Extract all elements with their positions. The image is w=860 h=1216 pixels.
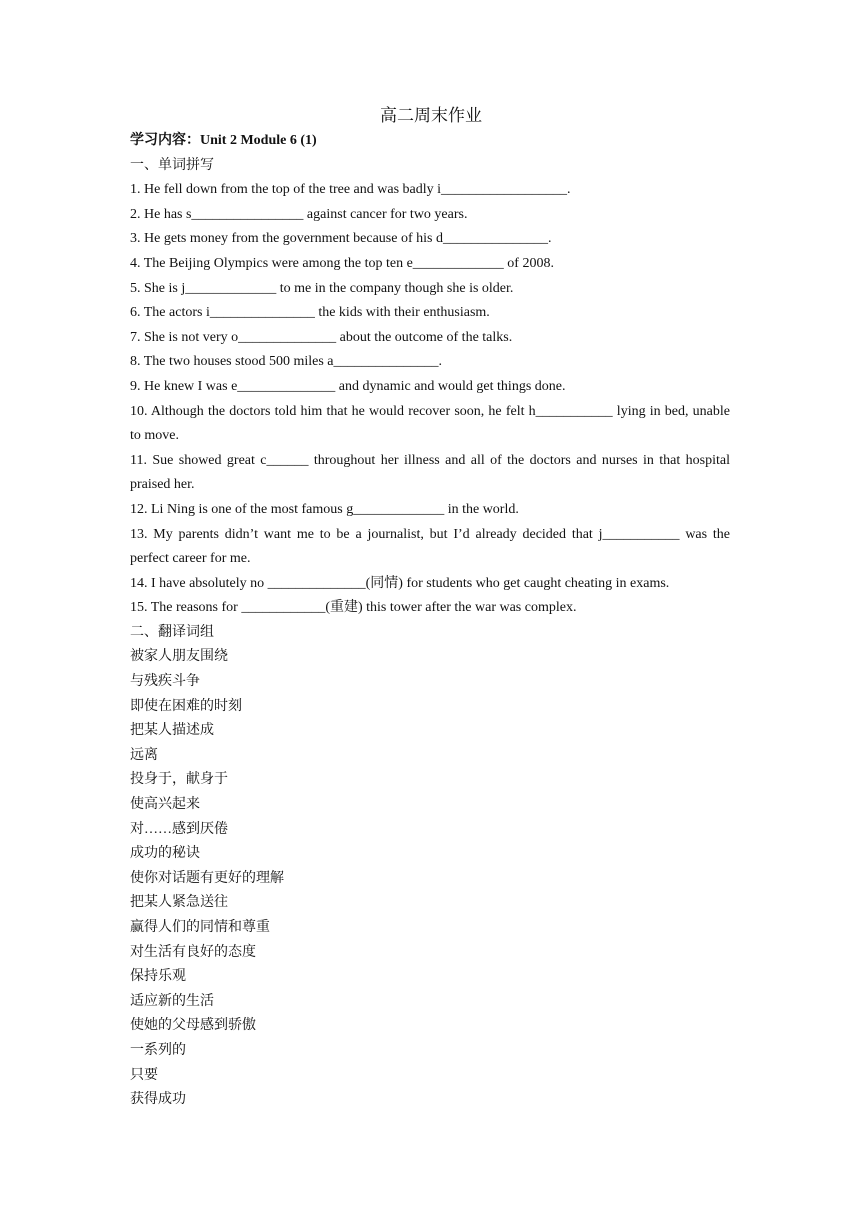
phrase-item-12: 赢得人们的同情和尊重 bbox=[130, 920, 270, 935]
study-content-line: 学习内容：Unit 2 Module 6 (1) bbox=[130, 133, 317, 148]
exercise-item-3: 3. He gets money from the government because of his d_______________. bbox=[130, 231, 552, 247]
exercise-item-8: 8. The two houses stood 500 miles a_______________. bbox=[130, 354, 443, 370]
phrase-item-9: 成功的秘诀 bbox=[130, 846, 200, 862]
phrase-item-2: 与残疾斗争 bbox=[130, 674, 200, 690]
exercise-item-13: 13. My parents didn’t want me to be a journalist, but I’d already decided that j___________ was the perfect career for me. bbox=[130, 526, 730, 567]
exercise-item-1: 1. He fell down from the top of the tree and was badly i__________________. bbox=[130, 182, 571, 198]
section-1-heading: 一、单词拼写 bbox=[130, 157, 214, 173]
exercise-item-12: 12. Li Ning is one of the most famous g_____________ in the world. bbox=[130, 501, 519, 517]
phrase-item-1: 被家人朋友围绕 bbox=[130, 649, 228, 665]
section-2-heading: 二、翻译词组 bbox=[130, 624, 214, 640]
exercise-item-5: 5. She is j_____________ to me in the company though she is older. bbox=[130, 280, 514, 296]
phrase-item-11: 把某人紧急送往 bbox=[130, 895, 228, 911]
exercise-item-2: 2. He has s________________ against cancer for two years. bbox=[130, 206, 468, 222]
phrase-item-8: 对……感到厌倦 bbox=[130, 821, 228, 837]
document-title: 高二周末作业 bbox=[380, 106, 482, 125]
phrase-item-13: 对生活有良好的态度 bbox=[130, 944, 256, 960]
exercise-item-7: 7. She is not very o______________ about the outcome of the talks. bbox=[130, 329, 513, 345]
phrase-item-5: 远离 bbox=[130, 747, 158, 763]
phrase-item-15: 适应新的生活 bbox=[130, 993, 214, 1009]
phrase-item-4: 把某人描述成 bbox=[130, 723, 214, 739]
exercise-item-6: 6. The actors i_______________ the kids with their enthusiasm. bbox=[130, 305, 490, 321]
phrase-item-19: 获得成功 bbox=[130, 1092, 186, 1108]
phrase-item-6: 投身于，献身于 bbox=[130, 772, 228, 788]
phrase-item-7: 使高兴起来 bbox=[130, 797, 200, 813]
exercise-item-11: 11. Sue showed great c______ throughout her illness and all of the doctors and nurses in that hospital praised her. bbox=[130, 452, 730, 493]
phrase-item-3: 即使在困难的时刻 bbox=[130, 698, 242, 714]
phrase-item-14: 保持乐观 bbox=[130, 969, 186, 985]
exercise-item-9: 9. He knew I was e______________ and dynamic and would get things done. bbox=[130, 378, 566, 394]
exercise-item-15: 15. The reasons for ____________(重建) this tower after the war was complex. bbox=[130, 600, 577, 616]
phrase-item-10: 使你对话题有更好的理解 bbox=[130, 870, 284, 886]
phrase-item-17: 一系列的 bbox=[130, 1042, 186, 1058]
exercise-item-14: 14. I have absolutely no ______________(同情) for students who get caught cheating in exams. bbox=[130, 575, 670, 591]
spelling-exercise-list bbox=[130, 178, 730, 621]
phrase-translation-list bbox=[130, 645, 730, 1112]
phrase-item-16: 使她的父母感到骄傲 bbox=[130, 1018, 256, 1034]
phrase-item-18: 只要 bbox=[130, 1067, 158, 1083]
exercise-item-4: 4. The Beijing Olympics were among the top ten e_____________ of 2008. bbox=[130, 255, 554, 271]
document-page bbox=[130, 103, 730, 1113]
exercise-item-10: 10. Although the doctors told him that he would recover soon, he felt h___________ lying in bed, unable to move. bbox=[130, 403, 730, 444]
